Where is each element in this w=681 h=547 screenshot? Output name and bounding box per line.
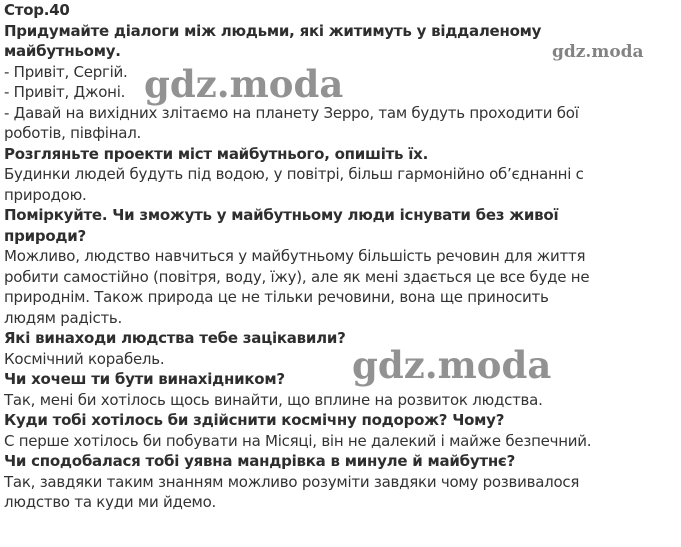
answer-line: - Давай на вихідних злітаємо на планету Зерро, там будуть проходити бої (4, 103, 579, 122)
answer-line: - Привіт, Джоні. (4, 83, 126, 101)
answer-line: природнім. Також природа це не тільки речовини, вона ще приносить (4, 288, 549, 306)
question-heading: Чи сподобалася тобі уявна мандрівка в минуле й майбутнє? (4, 452, 516, 470)
answer-line: - Привіт, Сергій. (4, 62, 128, 81)
question-heading: Куди тобі хотілось би здійснити космічну подорож? Чому? (4, 411, 505, 429)
answer-line: Космічний корабель. (4, 349, 165, 368)
question-heading: Поміркуйте. Чи зможуть у майбутньому люди існувати без живої (4, 206, 559, 224)
answer-line: роботів, півфінал. (4, 124, 142, 142)
watermark-large-top: gdz.moda (144, 62, 344, 106)
answer-line: Будинки людей будуть під водою, у повітрі, більш гармонійно об’єднанні с (4, 165, 584, 183)
question-heading: Які винаходи людства тебе зацікавили? (4, 329, 346, 347)
question-heading: майбутньому. (4, 42, 121, 60)
answer-line: робити самостійно (повітря, воду, їжу), але як мені здається це все буде не (4, 267, 590, 286)
question-heading: Придумайте діалоги між людьми, які житимуть у віддаленому (4, 21, 542, 40)
answer-line: людство та куди ми йдемо. (4, 493, 217, 511)
question-heading: Чи хочеш ти бути винахідником? (4, 370, 285, 388)
watermark-large-bottom: gdz.moda (352, 343, 552, 387)
answer-line: природою. (4, 185, 87, 204)
question-heading: Розгляньте проекти міст майбутнього, опишіть їх. (4, 144, 429, 163)
answer-line: людям радість. (4, 308, 123, 327)
answer-line: Так, мені би хотілось щось винайти, що вплине на розвиток людства. (4, 390, 543, 409)
answer-line: Так, завдяки таким знанням можливо розуміти завдяки чому розвивалося (4, 472, 580, 491)
question-heading: природи? (4, 226, 86, 245)
answer-line: С перше хотілось би побувати на Місяці, він не далекий і майже безпечний. (4, 431, 592, 450)
watermark-small: gdz.moda (552, 42, 644, 62)
page-number: Стор.40 (4, 1, 70, 19)
answer-line: Можливо, людство навчиться у майбутньому більшість речовин для життя (4, 247, 586, 265)
